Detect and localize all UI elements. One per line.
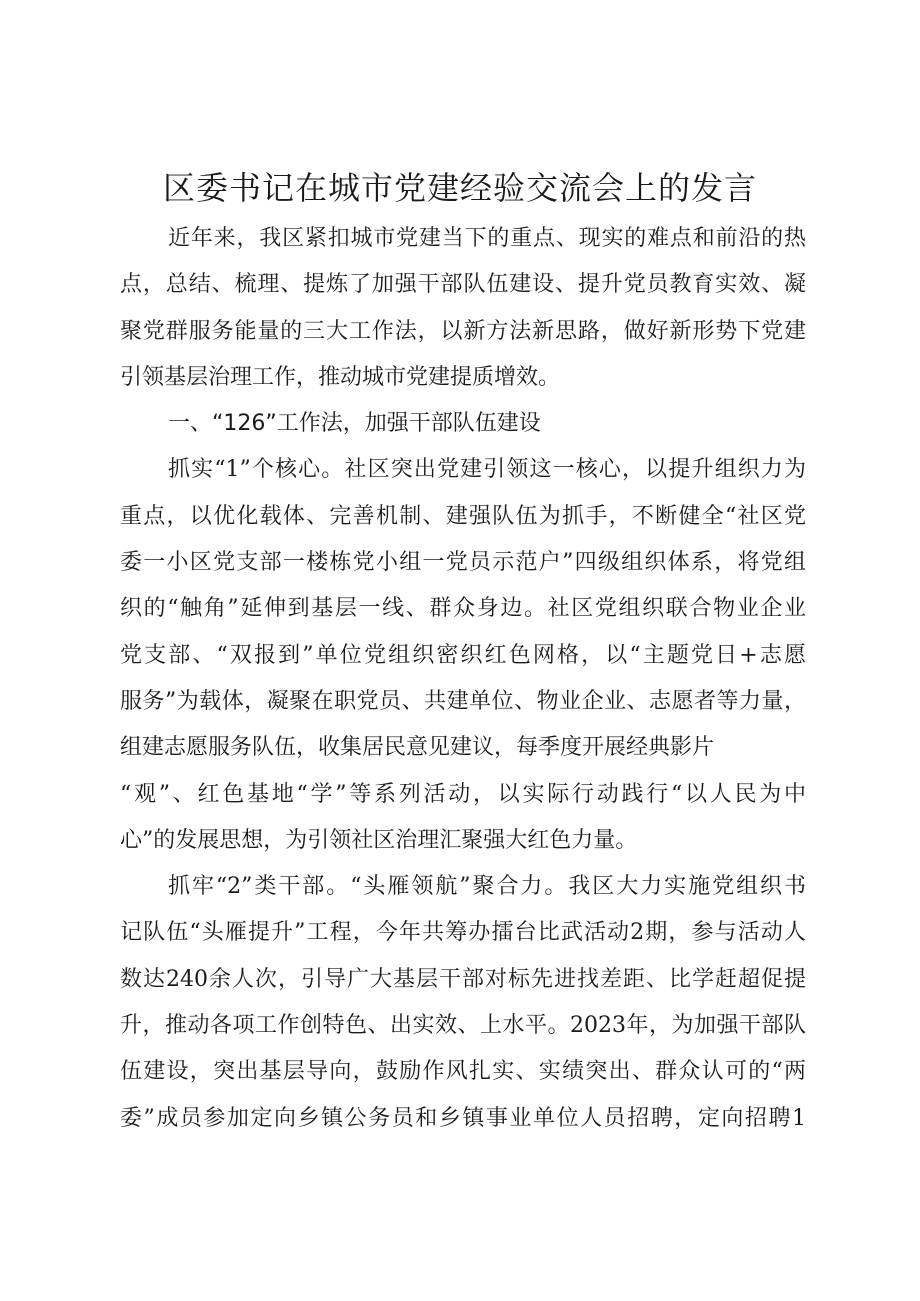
- paragraph-line: 数达240余人次，引导广大基层干部对标先进找差距、比学赶超促提: [120, 966, 806, 992]
- paragraph-line: 心”的发展思想，为引领社区治理汇聚强大红色力量。: [120, 827, 638, 853]
- paragraph-line: 抓牢“2”类干部。“头雁领航”聚合力。我区大力实施党组织书: [168, 874, 806, 900]
- paragraph-line: 服务”为载体，凝聚在职党员、共建单位、物业企业、志愿者等力量，: [120, 688, 806, 714]
- paragraph-line: “观”、红色基地“学”等系列活动，以实际行动践行“以人民为中: [120, 781, 806, 807]
- document-body: [120, 216, 806, 1142]
- section-heading: 一、“126”工作法，加强干部队伍建设: [168, 411, 541, 437]
- paragraph-line: 聚党群服务能量的三大工作法，以新方法新思路，做好新形势下党建: [120, 318, 806, 344]
- paragraph-line: 委一小区党支部一楼栋党小组一党员示范户”四级组织体系，将党组: [120, 550, 806, 576]
- paragraph-line: 升，推动各项工作创特色、出实效、上水平。2023年，为加强干部队: [120, 1013, 806, 1039]
- paragraph-line: 引领基层治理工作，推动城市党建提质增效。: [120, 364, 561, 390]
- paragraph-line: 伍建设，突出基层导向，鼓励作风扎实、实绩突出、群众认可的“两: [120, 1059, 806, 1085]
- paragraph-line: 点，总结、梳理、提炼了加强干部队伍建设、提升党员教育实效、凝: [120, 272, 806, 298]
- paragraph-line: 近年来，我区紧扣城市党建当下的重点、现实的难点和前沿的热: [168, 226, 806, 251]
- paragraph-line: 记队伍“头雁提升”工程，今年共筹办擂台比武活动2期，参与活动人: [120, 920, 806, 946]
- paragraph-line: 组建志愿服务队伍，收集居民意见建议，每季度开展经典影片: [120, 735, 715, 761]
- paragraph-line: 重点，以优化载体、完善机制、建强队伍为抓手，不断健全“社区党: [120, 503, 806, 529]
- document-title: 区委书记在城市党建经验交流会上的发言: [162, 169, 757, 207]
- paragraph-line: 党支部、“双报到”单位党组织密织红色网格，以“主题党日+志愿: [120, 642, 806, 668]
- paragraph-line: 抓实“1”个核心。社区突出党建引领这一核心，以提升组织力为: [168, 457, 806, 483]
- paragraph-line: 委”成员参加定向乡镇公务员和乡镇事业单位人员招聘，定向招聘1: [120, 1105, 806, 1131]
- paragraph-line: 织的“触角”延伸到基层一线、群众身边。社区党组织联合物业企业: [120, 596, 806, 622]
